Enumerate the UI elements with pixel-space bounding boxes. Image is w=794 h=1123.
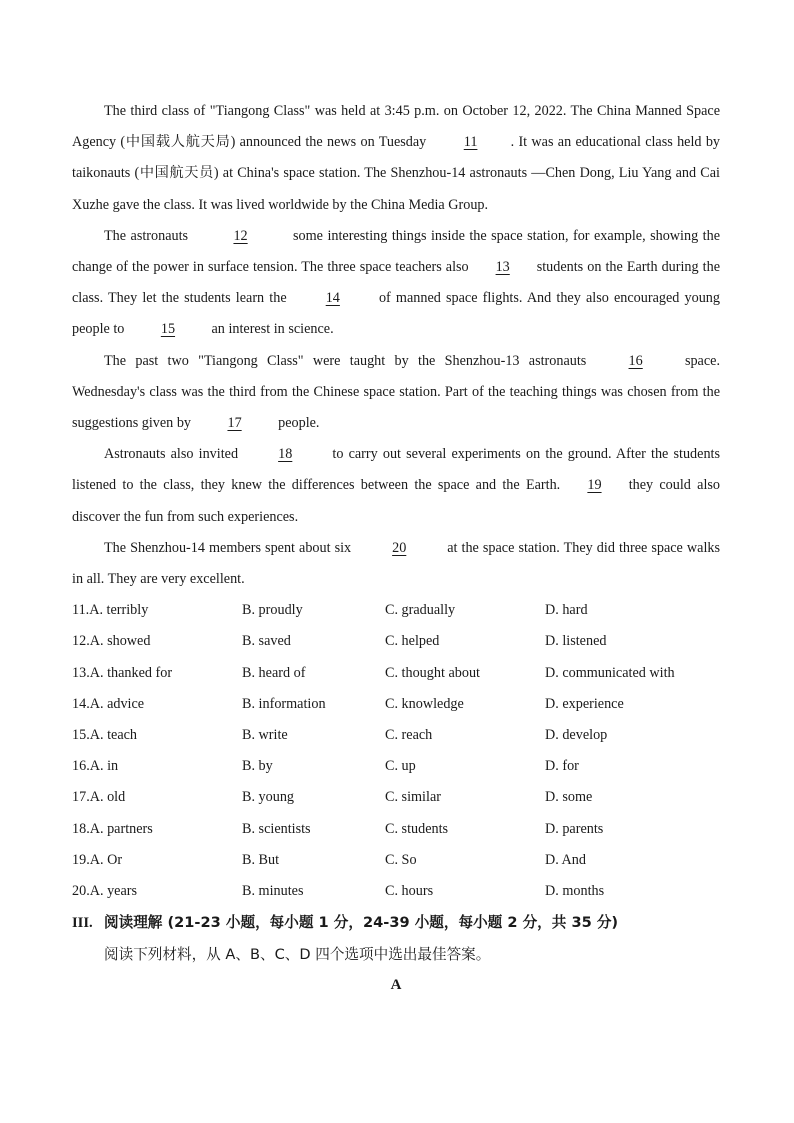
option-row-16 — [72, 751, 720, 782]
section-heading — [72, 907, 720, 939]
option-c: C. knowledge — [385, 695, 464, 712]
option-d: D. experience — [545, 695, 624, 712]
text: students on the Earth during the class. They let the students learn the — [72, 259, 720, 307]
blank-16: 16 — [628, 352, 643, 369]
blank-18: 18 — [278, 446, 293, 463]
option-d: D. for — [545, 758, 579, 775]
option-b: B. saved — [242, 633, 291, 650]
option-row-11 — [72, 595, 720, 626]
blank-12: 12 — [233, 227, 248, 244]
blank-15: 15 — [160, 321, 176, 338]
option-row-14 — [72, 689, 720, 720]
passage-paragraph-5 — [72, 533, 720, 595]
option-a: 19.A. Or — [72, 851, 123, 868]
text: people. — [274, 415, 320, 432]
option-row-13 — [72, 658, 720, 689]
option-c: C. So — [385, 851, 417, 868]
option-c: C. thought about — [385, 664, 480, 681]
option-a: 16.A. in — [72, 758, 119, 775]
text: to carry out several experiments on the ground. After the students listened to the class, they knew the differences between the space and the Earth. — [72, 446, 721, 494]
passage-paragraph-1 — [72, 96, 720, 221]
option-row-15 — [72, 720, 720, 751]
option-a: 18.A. partners — [72, 820, 153, 837]
text: they could also discover the fun from such experiences. — [72, 477, 720, 525]
blank-17: 17 — [227, 415, 242, 432]
passage-paragraph-2 — [72, 221, 720, 346]
passage-paragraph-3 — [72, 346, 720, 440]
document-page — [72, 96, 720, 1001]
option-a: 12.A. showed — [72, 633, 151, 650]
blank-14: 14 — [325, 290, 340, 307]
option-a: 15.A. teach — [72, 727, 138, 743]
text: The Shenzhou-14 members spent about six — [104, 539, 356, 556]
option-a: 20.A. years — [72, 882, 138, 899]
option-row-19 — [72, 845, 720, 876]
text: Astronauts also invited — [104, 446, 244, 463]
option-c: C. students — [385, 820, 449, 837]
option-a: 17.A. old — [72, 789, 126, 806]
option-b: B. heard of — [242, 664, 306, 681]
text: The astronauts — [104, 227, 193, 244]
option-b: B. young — [242, 789, 295, 806]
text: The past two "Tiangong Class" were taught by the Shenzhou-13 astronauts — [104, 352, 596, 369]
option-d: D. And — [545, 851, 586, 868]
option-row-20 — [72, 876, 720, 907]
option-d: D. hard — [545, 602, 588, 619]
option-a: 11.A. terribly — [72, 602, 149, 619]
blank-19: 19 — [587, 477, 602, 494]
option-a: 14.A. advice — [72, 695, 145, 712]
blank-11: 11 — [463, 134, 478, 151]
passage-letter: A — [390, 977, 402, 994]
option-c: C. similar — [385, 789, 441, 806]
option-b: B. information — [242, 695, 326, 712]
text: The third class of "Tiangong Class" was held at 3:45 p.m. on October 12, 2022. The China Manned Space Agency (中国载人航天局) announced the news on Tuesday — [72, 103, 720, 151]
passage-paragraph-4 — [72, 439, 720, 533]
text: some interesting things inside the space station, for example, showing the change of the power in surface tension. The three space teachers also — [72, 227, 720, 276]
options-list — [72, 595, 720, 907]
option-c: C. up — [385, 758, 416, 775]
option-c: C. gradually — [385, 602, 456, 619]
option-b: B. But — [242, 851, 280, 868]
option-b: B. by — [242, 758, 273, 775]
option-row-12 — [72, 626, 720, 657]
option-a: 13.A. thanked for — [72, 664, 173, 681]
section-number: III. — [72, 915, 93, 932]
section-instruction: 阅读下列材料，从 A、B、C、D 四个选项中选出最佳答案。 — [104, 946, 491, 964]
option-b: B. scientists — [242, 820, 311, 837]
text: space. Wednesday's class was the third from the Chinese space station. Part of the teaching things was chosen from the suggestions given by — [72, 352, 720, 432]
text: . It was an educational class held by taikonauts (中国航天员) at China's space station. The Shenzhou-14 astronauts —Chen Dong, Liu Yang and Cai Xuzhe gave the class. It was lived worldwide by the China Media Group. — [72, 134, 721, 213]
option-c: C. reach — [385, 727, 433, 743]
option-d: D. some — [545, 789, 593, 806]
text: at the space station. They did three space walks in all. They are very excellent. — [72, 539, 720, 588]
option-b: B. write — [242, 727, 288, 743]
option-b: B. proudly — [242, 602, 303, 619]
text: of manned space flights. And they also encouraged young people to — [72, 290, 720, 338]
option-d: D. months — [545, 882, 605, 899]
option-d: D. develop — [545, 727, 608, 743]
section-title: 阅读理解 (21-23 小题，每小题 1 分，24-39 小题，每小题 2 分，共 35 分) — [104, 914, 619, 932]
option-row-18 — [72, 814, 720, 845]
option-d: D. communicated with — [545, 664, 675, 681]
option-c: C. helped — [385, 633, 440, 650]
blank-13: 13 — [495, 259, 510, 276]
blank-20: 20 — [392, 539, 407, 556]
text: an interest in science. — [207, 321, 334, 338]
option-d: D. parents — [545, 820, 604, 837]
option-d: D. listened — [545, 633, 607, 650]
option-b: B. minutes — [242, 882, 304, 899]
option-c: C. hours — [385, 882, 434, 899]
option-row-17 — [72, 782, 720, 813]
